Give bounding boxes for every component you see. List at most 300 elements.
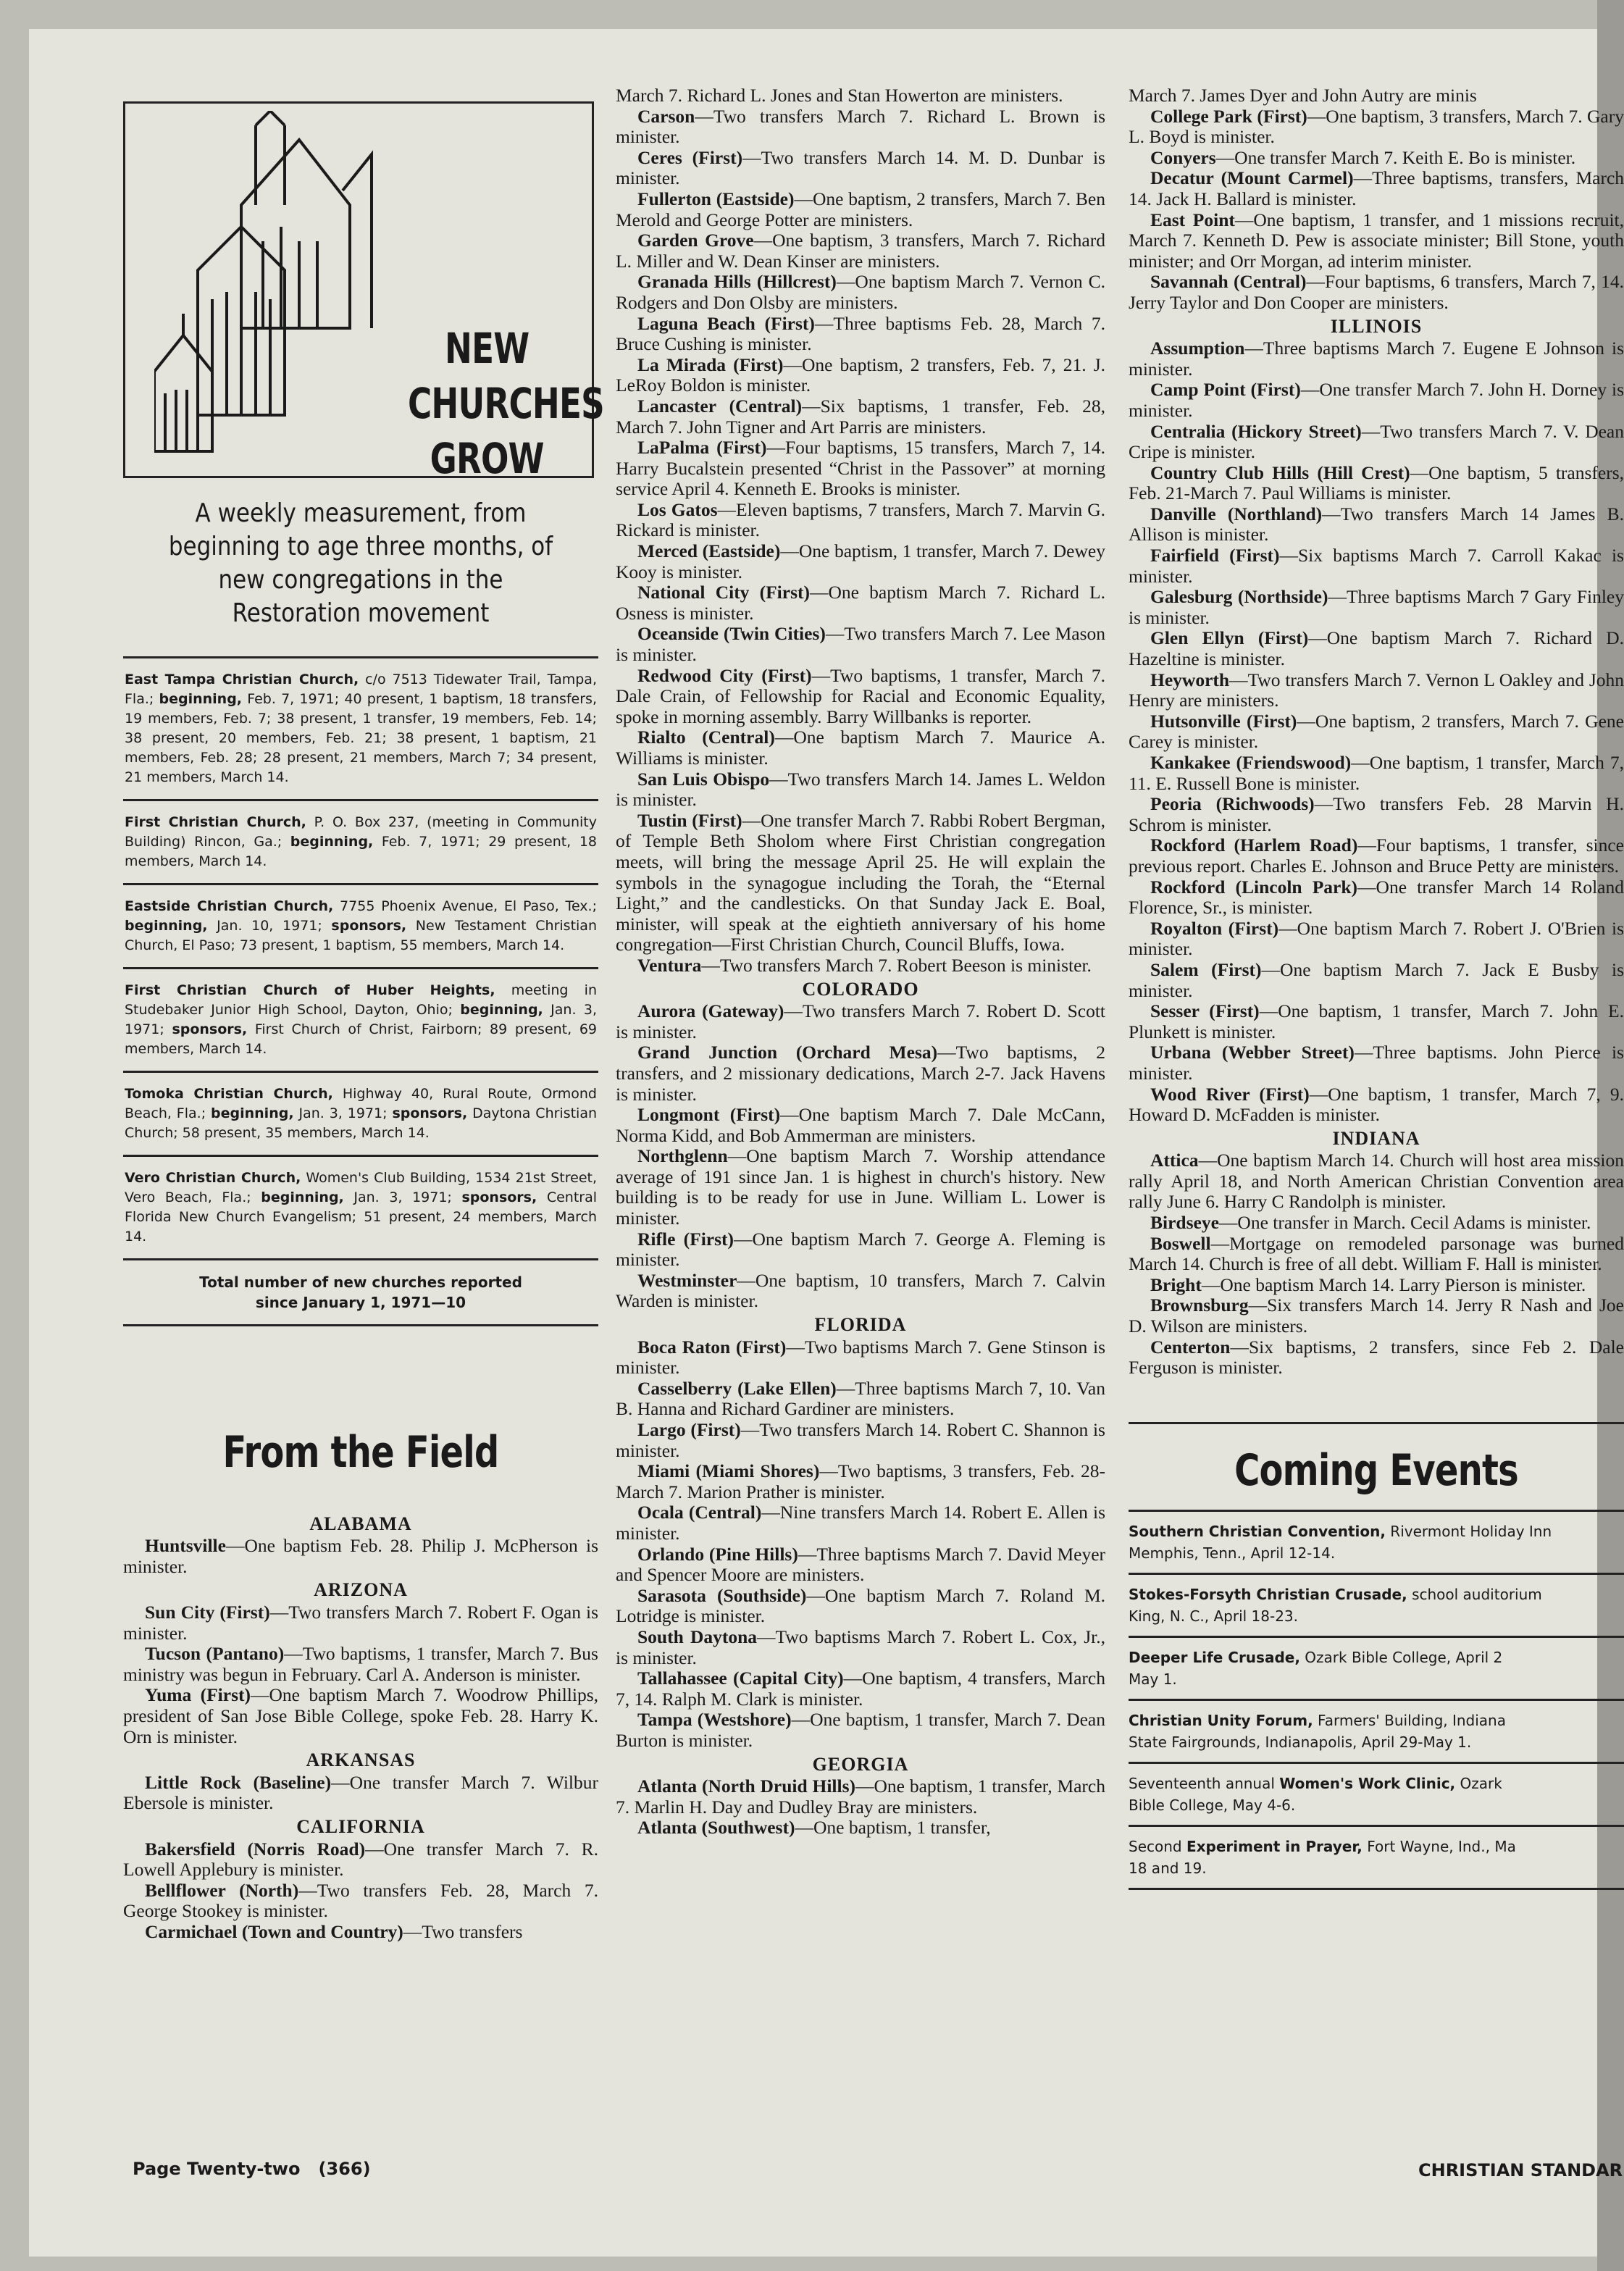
church-report [616, 1627, 1105, 1668]
report-text: —One baptism, 1 transfer, March 7. John E. Plunkett is minister. [1129, 1000, 1624, 1042]
state-heading: CALIFORNIA [296, 1815, 425, 1837]
church-location: Decatur (Mount Carmel) [1150, 167, 1354, 189]
church-report [1129, 877, 1624, 919]
event-item [1129, 1764, 1624, 1827]
report-text: —Four baptisms, 6 transfers, March 7, 14. Jerry Taylor and Don Cooper are ministers. [1129, 271, 1624, 313]
church-details: Feb. 7, 1971; 40 present, 1 baptism, 18 transfers, 19 members, Feb. 7; 38 present, 1 transfer, 19 members, Feb. 14; 38 present, 20 members, Feb. 21; 38 present, 1 baptism, 21 members, Feb. 28; 28 present, 21 members, March 7; 34 present, 21 members, March 14. [125, 691, 597, 785]
church-report [1129, 545, 1624, 587]
keyword-beginning: beginning, [261, 1189, 344, 1205]
church-location: Assumption [1150, 338, 1245, 359]
church-details: Jan. 3, 1971; [343, 1189, 462, 1205]
church-location: Attica [1150, 1150, 1199, 1171]
divider [123, 883, 598, 885]
logo-line-churches: CHURCHES [408, 379, 604, 428]
logo-line-grow: GROW [430, 434, 544, 483]
church-report [616, 272, 1105, 313]
church-report [616, 1105, 1105, 1146]
event-location: Ozark Bible College, April 2 [1299, 1649, 1503, 1667]
divider [123, 656, 598, 658]
church-location: Birdseye [1150, 1212, 1219, 1234]
event-prefix: Second [1129, 1838, 1186, 1856]
church-location: Atlanta (North Druid Hills) [637, 1776, 856, 1797]
church-report [1129, 960, 1624, 1001]
event-name: Deeper Life Crusade, [1129, 1649, 1300, 1667]
church-report [616, 148, 1105, 189]
church-report [1129, 1042, 1624, 1084]
new-churches-grow-logo [123, 101, 604, 483]
report-text: —One transfer March 7. Keith E. Bo is minister. [1215, 146, 1576, 168]
report-text: —Two baptisms, 1 transfer, March 7. Bus ministry was begun in February. Carl A. Anderson is minister. [123, 1643, 598, 1685]
event-location: Farmers' Building, Indiana [1313, 1712, 1506, 1730]
report-text: —Six transfers March 14. Jerry R Nash and Joe D. Wilson are ministers. [1129, 1295, 1624, 1337]
report-text: —Two transfers March 7. Vernon L Oakley and John Henry are ministers. [1129, 669, 1624, 711]
church-report [1129, 1337, 1624, 1379]
keyword-beginning: beginning, [211, 1105, 294, 1121]
state-heading: ARIZONA [314, 1579, 408, 1601]
church-name: First Christian Church, [125, 814, 306, 830]
church-details: Jan. 10, 1971; [207, 918, 332, 934]
new-churches-list [123, 656, 598, 1247]
report-text: —One baptism March 7. Woodrow Phillips, president of San Jose Bible College, spoke Feb. 28. Harry K. Orn is minister. [123, 1684, 598, 1747]
church-report [1129, 711, 1624, 753]
logo-line-new: NEW [445, 324, 530, 373]
church-report [1129, 919, 1624, 960]
report-text: —Three baptisms March 7 Gary Finley is minister. [1129, 586, 1624, 628]
church-location: Los Gatos [637, 498, 718, 520]
new-church-entry [123, 813, 598, 871]
field-column-3 [1129, 85, 1624, 1379]
church-report [616, 189, 1105, 230]
report-text: —One transfer March 7. Rabbi Robert Bergman, of Temple Beth Sholom where First Christian congregation meets, will bring the message April 25. He will explain the symbols in the synagogue including the Torah, the “Eternal Light,” and the candlesticks. On that Sunday Jack E. Boal, minister, will speak at the eightieth anniversary of his home congregation—First Christian Church, Council Bluffs, Iowa. [616, 809, 1105, 955]
church-location: Casselberry (Lake Ellen) [637, 1377, 837, 1399]
church-location: Largo (First) [637, 1419, 741, 1440]
event-name: Experiment in Prayer, [1186, 1838, 1363, 1856]
church-report [616, 438, 1105, 500]
church-report [616, 769, 1105, 811]
church-report [123, 1685, 598, 1747]
report-text: —One baptism, 1 transfer, March 7, 11. E. Russell Bone is minister. [1129, 752, 1624, 794]
divider [123, 1155, 598, 1157]
church-location: San Luis Obispo [637, 768, 770, 790]
church-details: Jan. 3, 1971; [293, 1105, 393, 1121]
church-report [1129, 1084, 1624, 1126]
church-location: National City (First) [637, 582, 810, 603]
report-text: —Three baptisms, transfers, March 14. Jack H. Ballard is minister. [1129, 167, 1624, 209]
church-location: Lancaster (Central) [637, 395, 803, 417]
church-location: Heyworth [1150, 669, 1230, 690]
church-report [1129, 272, 1624, 313]
church-report [616, 666, 1105, 728]
event-item [1129, 1575, 1624, 1638]
report-text: —One baptism Feb. 28. Philip J. McPherson is minister. [123, 1535, 598, 1577]
church-location: Tampa (Westshore) [637, 1709, 792, 1731]
church-report [616, 1668, 1105, 1710]
church-report [1129, 106, 1624, 148]
church-location: Wood River (First) [1150, 1083, 1310, 1105]
new-church-entry [123, 981, 598, 1059]
report-text: —One baptism March 7. Richard D. Hazeltine is minister. [1129, 627, 1624, 670]
report-text: —One baptism, 1 transfer, March 7. Dean Burton is minister. [616, 1709, 1105, 1751]
report-text: —One baptism, 1 transfer, March 7. Dewey Kooy is minister. [616, 540, 1105, 582]
report-text: —Six baptisms, 2 transfers, since Feb 2. Dale Ferguson is minister. [1129, 1336, 1624, 1379]
church-report [616, 811, 1105, 955]
report-text: —One baptism, 10 transfers, March 7. Calvin Warden is minister. [616, 1269, 1105, 1312]
church-report [616, 1818, 1105, 1839]
report-text: —Two transfers March 7. Robert Beeson is minister. [701, 954, 1092, 976]
church-details: Feb. 7, 1971; 29 present, 18 members, March 14. [125, 834, 597, 869]
event-name: Stokes-Forsyth Christian Crusade, [1129, 1586, 1407, 1604]
event-date: 18 and 19. [1129, 1860, 1207, 1878]
report-text: —One transfer March 7. R. Lowell Applebury is minister. [123, 1838, 598, 1881]
church-location: Huntsville [145, 1535, 226, 1557]
report-text: —One baptism March 7. Roland M. Lotridge is minister. [616, 1584, 1105, 1627]
church-location: Boswell [1150, 1232, 1211, 1254]
church-location: East Point [1150, 209, 1235, 230]
report-text: —One baptism March 7. Vernon C. Rodgers and Don Olsby are ministers. [616, 271, 1105, 313]
report-text: —One baptism, 3 transfers, March 7. Richard L. Miller and W. Dean Kinser are ministers. [616, 230, 1105, 272]
church-sponsor-details: New Testament Christian Church, El Paso; 73 present, 1 baptism, 55 members, March 14. [125, 918, 597, 953]
church-location: Grand Junction (Orchard Mesa) [637, 1042, 938, 1063]
report-text: —One baptism, 3 transfers, March 7. Gary L. Boyd is minister. [1129, 105, 1624, 148]
report-text: —One baptism March 7. George A. Fleming is minister. [616, 1228, 1105, 1271]
report-text: —Three baptisms. John Pierce is minister. [1129, 1042, 1624, 1084]
event-date: Memphis, Tenn., April 12-14. [1129, 1544, 1336, 1563]
event-item [1129, 1827, 1624, 1890]
church-report [1129, 1213, 1624, 1234]
church-location: Merced (Eastside) [637, 540, 781, 562]
church-location: Danville (Northland) [1150, 503, 1323, 524]
church-sponsor-details: Central Florida New Church Evangelism; 51 present, 24 members, March 14. [125, 1189, 597, 1245]
church-location: Northglenn [637, 1145, 728, 1167]
church-report [1129, 338, 1624, 380]
report-text: —Two baptisms, 2 transfers, and 2 missionary dedications, March 2-7. Jack Havens is minister. [616, 1042, 1105, 1105]
church-location: Miami (Miami Shores) [637, 1460, 820, 1482]
page-code: (366) [318, 2159, 371, 2179]
church-address: c/o 7513 Tidewater Trail, Tampa, Fla.; [125, 672, 597, 707]
church-report [616, 1271, 1105, 1312]
field-column-2 [616, 85, 1105, 1839]
report-text: —One baptism March 14. Larry Pierson is minister. [1201, 1273, 1586, 1295]
church-location: Royalton (First) [1150, 917, 1279, 939]
church-report [123, 1881, 598, 1922]
church-report [616, 1420, 1105, 1461]
church-report [616, 1544, 1105, 1586]
church-report [123, 1602, 598, 1644]
church-report [1129, 148, 1624, 169]
church-report [616, 1229, 1105, 1271]
church-report [1129, 210, 1624, 272]
state-heading: COLORADO [802, 978, 919, 1000]
new-church-entry [123, 1084, 598, 1143]
new-church-entry [123, 1168, 598, 1247]
church-location: Peoria (Richwoods) [1150, 793, 1315, 815]
report-continuation: March 7. James Dyer and John Autry are minis [1129, 85, 1477, 106]
state-heading: ARKANSAS [306, 1749, 416, 1771]
state-heading: INDIANA [1332, 1127, 1420, 1149]
divider [123, 799, 598, 801]
church-report [616, 1379, 1105, 1420]
keyword-beginning: beginning, [125, 918, 208, 934]
church-report [616, 955, 1105, 976]
church-location: Ventura [637, 954, 702, 976]
church-location: Sarasota (Southside) [637, 1584, 807, 1606]
event-prefix: Seventeenth annual [1129, 1775, 1280, 1793]
church-report [616, 1776, 1105, 1818]
divider [123, 967, 598, 969]
church-report [1129, 168, 1624, 209]
church-name: Tomoka Christian Church, [125, 1086, 333, 1102]
church-name: East Tampa Christian Church, [125, 672, 359, 687]
divider [1129, 1422, 1624, 1424]
church-buildings-icon [154, 111, 393, 459]
state-heading: GEORGIA [812, 1753, 909, 1775]
new-church-entry [123, 670, 598, 787]
church-location: Fairfield (First) [1150, 545, 1280, 566]
event-location: school auditorium [1407, 1586, 1542, 1604]
report-text: —Two transfers March 14. M. D. Dunbar is minister. [616, 146, 1105, 189]
church-name: First Christian Church of Huber Heights, [125, 982, 495, 998]
keyword-beginning: beginning, [159, 691, 243, 707]
report-text: —Six baptisms March 7. Carroll Kakac is minister. [1129, 545, 1624, 587]
church-location: Carson [637, 105, 695, 127]
event-location: Fort Wayne, Ind., Ma [1362, 1838, 1516, 1856]
church-report [616, 355, 1105, 396]
church-location: Galesburg (Northside) [1150, 586, 1328, 608]
event-item [1129, 1512, 1624, 1575]
church-location: LaPalma (First) [637, 437, 767, 459]
church-report [616, 1586, 1105, 1627]
keyword-beginning: beginning, [460, 1002, 543, 1018]
church-location: Ocala (Central) [637, 1502, 762, 1523]
report-text: —One baptism, 2 transfers, March 7. Ben Merold and George Potter are ministers. [616, 188, 1105, 230]
church-report [1129, 1275, 1624, 1296]
church-location: Camp Point (First) [1150, 379, 1301, 401]
report-text: —Mortgage on remodeled parsonage was burned March 14. Church is free of all debt. William F. Hall is minister. [1129, 1232, 1624, 1275]
new-church-entry [123, 897, 598, 955]
church-report [1129, 504, 1624, 545]
report-text: —Three baptisms March 7, 10. Van B. Hanna and Richard Gardiner are ministers. [616, 1377, 1105, 1420]
event-name: Southern Christian Convention, [1129, 1523, 1386, 1541]
church-location: South Daytona [637, 1626, 758, 1647]
report-text: —Nine transfers March 14. Robert E. Allen is minister. [616, 1502, 1105, 1544]
church-location: Rockford (Harlem Road) [1150, 835, 1358, 856]
event-date: State Fairgrounds, Indianapolis, April 29-May 1. [1129, 1733, 1472, 1752]
church-address: P. O. Box 237, (meeting in Community Building) Rincon, Ga.; [125, 814, 597, 850]
report-text: —One baptism, 2 transfers, Feb. 7, 21. J. LeRoy Boldon is minister. [616, 354, 1105, 396]
report-text: —Two transfers March 7. Robert F. Ogan is minister. [123, 1601, 598, 1644]
report-text: —One baptism, 2 transfers, March 7. Gene Carey is minister. [1129, 710, 1624, 753]
left-column [123, 85, 604, 1942]
church-location: Rifle (First) [637, 1228, 734, 1250]
coming-events-list [1129, 1512, 1624, 1890]
report-text: —One baptism, 4 transfers, March 7, 14. Ralph M. Clark is minister. [616, 1668, 1105, 1710]
state-heading: FLORIDA [814, 1314, 907, 1336]
event-name: Women's Work Clinic, [1279, 1775, 1456, 1793]
church-report [616, 1461, 1105, 1502]
church-location: Little Rock (Baseline) [145, 1771, 332, 1793]
report-text: —One baptism March 7. Worship attendance average of 191 since Jan. 1 is highest in church's history. New building is to be ready for use in June. William L. Lower is minister. [616, 1145, 1105, 1229]
church-address: Women's Club Building, 1534 21st Street, Vero Beach, Fla.; [125, 1170, 597, 1205]
church-location: Glen Ellyn (First) [1150, 627, 1309, 649]
church-location: Sesser (First) [1150, 1000, 1260, 1022]
church-report [616, 1042, 1105, 1105]
report-text: —Two transfers Feb. 28 Marvin H. Schrom is minister. [1129, 793, 1624, 835]
report-text: —Two transfers March 7. Richard L. Brown is minister. [616, 105, 1105, 148]
report-text: —One baptism, 1 transfer, March 7, 9. Howard D. McFadden is minister. [1129, 1083, 1624, 1126]
new-churches-subtitle: A weekly measurement, from beginning to age three months, of new congregations in the Restoration movement [168, 498, 553, 628]
event-location: Rivermont Holiday Inn [1385, 1523, 1552, 1541]
church-report [616, 727, 1105, 769]
church-report [1129, 835, 1624, 877]
church-report [616, 1337, 1105, 1379]
church-report [1129, 463, 1624, 504]
church-report [1129, 1001, 1624, 1042]
church-location: Ceres (First) [637, 146, 743, 168]
church-location: Conyers [1150, 146, 1216, 168]
state-heading: ALABAMA [309, 1513, 412, 1534]
church-sponsor-details: First Church of Christ, Fairborn; 89 present, 69 members, March 14. [125, 1021, 598, 1057]
church-location: Hutsonville (First) [1150, 710, 1297, 732]
church-name: Vero Christian Church, [125, 1170, 301, 1186]
church-report [123, 1839, 598, 1881]
divider [123, 1071, 598, 1073]
field-column-1 [123, 1514, 598, 1943]
church-report [616, 1710, 1105, 1751]
church-report [123, 1644, 598, 1685]
church-location: Oceanside (Twin Cities) [637, 623, 826, 645]
church-location: Bright [1150, 1273, 1202, 1295]
church-location: Centerton [1150, 1336, 1231, 1358]
report-text: —Three baptisms March 7. David Meyer and Spencer Moore are ministers. [616, 1543, 1106, 1586]
keyword-sponsors: sponsors, [331, 918, 407, 934]
church-report [1129, 670, 1624, 711]
report-text: —Two baptisms, 1 transfer, March 7. Dale Crain, of Fellowship for Racial and Economic Equality, spoke in morning assembly. Barry Willbanks is reporter. [616, 664, 1105, 727]
report-text: —Two transfers March 14. Robert C. Shannon is minister. [616, 1419, 1105, 1461]
church-report [616, 1502, 1105, 1544]
church-location: Tallahassee (Capital City) [637, 1668, 844, 1689]
church-location: Rialto (Central) [637, 727, 775, 748]
state-heading: ILLINOIS [1330, 315, 1423, 337]
report-text: —One transfer March 14 Roland Florence, Sr., is minister. [1129, 876, 1624, 919]
church-location: Urbana (Webber Street) [1150, 1042, 1355, 1063]
keyword-beginning: beginning, [290, 834, 374, 850]
church-location: Brownsburg [1150, 1295, 1249, 1316]
report-text: —Eleven baptisms, 7 transfers, March 7. Marvin G. Rickard is minister. [616, 498, 1105, 541]
report-text: —One transfer in March. Cecil Adams is minister. [1218, 1212, 1591, 1234]
church-report [1129, 380, 1624, 421]
report-text: —Two transfers March 14 James B. Allison is minister. [1129, 503, 1624, 545]
divider [123, 1324, 598, 1326]
church-report [1129, 1295, 1624, 1337]
church-details: Jan. 3, 1971; [125, 1002, 597, 1037]
page-number-text: Page Twenty-two [133, 2159, 301, 2179]
event-date: King, N. C., April 18-23. [1129, 1607, 1299, 1626]
church-location: La Mirada (First) [637, 354, 784, 375]
total-new-churches [123, 1272, 598, 1313]
church-report [616, 624, 1105, 665]
report-text: —Four baptisms, 1 transfer, since previous report. Charles E. Johnson and Bruce Petty are ministers. [1129, 835, 1624, 877]
church-report [1129, 1234, 1624, 1275]
church-location: Salem (First) [1150, 958, 1262, 980]
church-location: Rockford (Lincoln Park) [1150, 876, 1358, 898]
church-location: Yuma (First) [145, 1684, 251, 1706]
church-location: Laguna Beach (First) [637, 312, 815, 334]
church-report [616, 314, 1105, 355]
church-name: Eastside Christian Church, [125, 898, 334, 914]
church-location: Savannah (Central) [1150, 271, 1307, 293]
event-date: Bible College, May 4-6. [1129, 1797, 1296, 1815]
event-item [1129, 1638, 1624, 1701]
church-address: Highway 40, Rural Route, Ormond Beach, Fla.; [125, 1086, 597, 1121]
church-location: Tustin (First) [637, 809, 742, 831]
church-location: College Park (First) [1150, 105, 1307, 127]
report-text: —Six baptisms, 1 transfer, Feb. 28, March 7. John Tigner and Art Parris are ministers. [616, 395, 1105, 438]
report-text: —One baptism March 14. Church will host area mission rally April 18, and North American Christian Convention area rally June 6. Harry C Randolph is minister. [1129, 1150, 1624, 1213]
church-report [1129, 794, 1624, 835]
event-name: Christian Unity Forum, [1129, 1712, 1313, 1730]
divider [123, 1258, 598, 1260]
church-location: Tucson (Pantano) [145, 1643, 285, 1665]
report-text: —One baptism March 7. Richard L. Osness is minister. [616, 582, 1105, 624]
church-location: Country Club Hills (Hill Crest) [1150, 461, 1410, 483]
church-report [616, 500, 1105, 541]
church-location: Longmont (First) [637, 1104, 781, 1126]
church-location: Bellflower (North) [145, 1879, 299, 1901]
church-location: Centralia (Hickory Street) [1150, 420, 1362, 442]
report-text: —Two transfers Feb. 28, March 7. George Stookey is minister. [123, 1879, 598, 1922]
church-address: 7755 Phoenix Avenue, El Paso, Tex.; [333, 898, 597, 914]
church-report [1129, 587, 1624, 628]
church-report [616, 1001, 1105, 1042]
church-location: Sun City (First) [145, 1601, 270, 1623]
report-text: —Two transfers [403, 1920, 523, 1942]
report-text: —One baptism, 1 transfer, and 1 missions recruit, March 7. Kenneth D. Pew is associate minister; Bill Stone, youth minister; and Orr Morgan, ad interim minister. [1129, 209, 1624, 272]
church-report [1129, 628, 1624, 669]
church-report [1129, 1150, 1624, 1213]
report-text: —One transfer March 7. Wilbur Ebersole is minister. [123, 1771, 598, 1814]
church-location: Boca Raton (First) [637, 1336, 787, 1358]
keyword-sponsors: sponsors, [461, 1189, 537, 1205]
logo-wordmark [408, 321, 604, 486]
report-text: —One baptism, 5 transfers, Feb. 21-March 7. Paul Williams is minister. [1129, 461, 1624, 504]
church-location: Orlando (Pine Hills) [637, 1543, 798, 1565]
church-report [616, 582, 1105, 624]
church-report [616, 1146, 1105, 1229]
report-text: —Two transfers March 7. V. Dean Cripe is minister. [1129, 420, 1624, 463]
report-text: —One baptism, 1 transfer, March 7. Marlin H. Day and Dudley Bray are ministers. [616, 1776, 1105, 1818]
church-location: Redwood City (First) [637, 664, 812, 686]
report-text: —Two baptisms March 7. Robert L. Cox, Jr., is minister. [616, 1626, 1105, 1668]
church-location: Kankakee (Friendswood) [1150, 752, 1352, 773]
church-report [1129, 753, 1624, 794]
report-text: —Two baptisms, 3 transfers, Feb. 28-March 7. Marion Prather is minister. [616, 1460, 1105, 1502]
report-text: —Two transfers March 7. Robert D. Scott is minister. [616, 1000, 1105, 1042]
church-report [123, 1773, 598, 1814]
report-text: —Two baptisms March 7. Gene Stinson is minister. [616, 1336, 1105, 1379]
event-location: Ozark [1455, 1775, 1502, 1793]
church-report [616, 541, 1105, 582]
church-location: Carmichael (Town and Country) [145, 1920, 403, 1942]
report-continuation: March 7. Richard L. Jones and Stan Howerton are ministers. [616, 85, 1063, 106]
report-text: —One baptism March 7. Robert J. O'Brien is minister. [1129, 917, 1624, 960]
church-location: Atlanta (Southwest) [637, 1817, 795, 1839]
report-text: —One baptism, 1 transfer, [795, 1817, 991, 1839]
report-text: —One baptism March 7. Maurice A. Williams is minister. [616, 727, 1105, 769]
church-address: meeting in Studebaker Junior High School, Dayton, Ohio; [125, 982, 597, 1018]
report-text: —One transfer March 7. John H. Dorney is minister. [1129, 379, 1624, 421]
report-text: —Three baptisms March 7. Eugene E Johnson is minister. [1129, 338, 1624, 380]
report-text: —Three baptisms Feb. 28, March 7. Bruce Cushing is minister. [616, 312, 1105, 355]
